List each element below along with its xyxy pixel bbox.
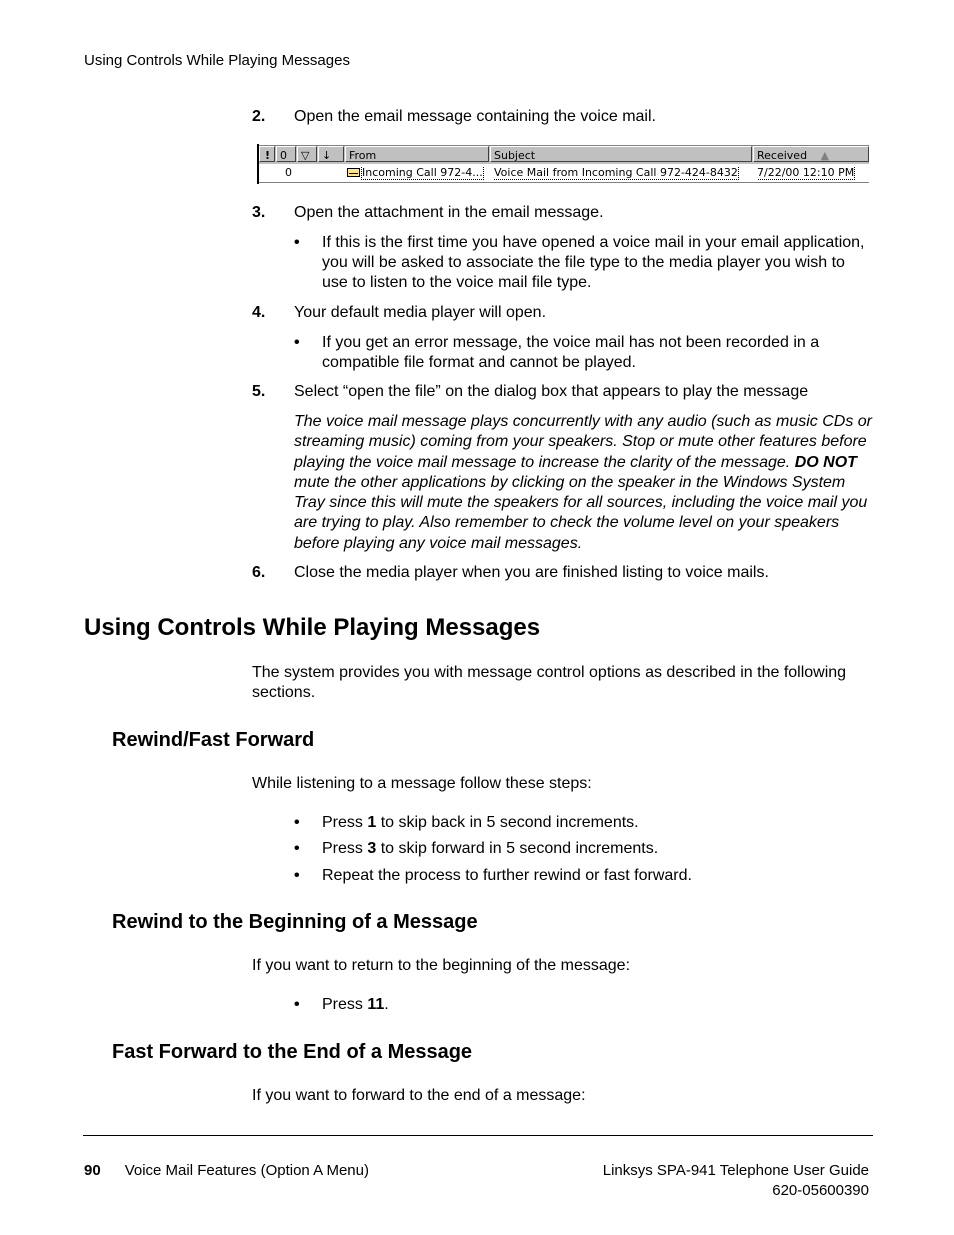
section-intro: The system provides you with message control options as described in the following sections.: [252, 664, 847, 701]
footer-divider: [83, 1135, 873, 1136]
paperclip-icon: 0: [285, 166, 292, 179]
subsection-title-ff-end: Fast Forward to the End of a Message: [112, 1041, 473, 1063]
email-from-value: Incoming Call 972-4...: [362, 166, 483, 179]
rewind-ff-intro: While listening to a message follow these steps:: [252, 775, 592, 792]
sort-ascending-icon: ▲: [820, 149, 830, 162]
bullet: •: [294, 234, 300, 251]
footer-left: [84, 1161, 369, 1181]
note-text-2: mute the other applications by clicking on the speaker in the Windows System Tray since this will mute the speakers for all sources, including the voice mail you are trying to play. Also remember to check the volume level on your speakers before playing any voice mail messages.: [294, 473, 868, 552]
bullet: •: [294, 996, 300, 1013]
text: to skip forward in 5 second increments.: [376, 840, 659, 857]
step-4-number: 4.: [252, 304, 266, 321]
ff-end-intro: If you want to forward to the end of a message:: [252, 1087, 586, 1104]
step-6-text: Close the media player when you are finished listing to voice mails.: [294, 564, 769, 581]
subsection-title-rewind-ff: Rewind/Fast Forward: [112, 729, 315, 751]
rewind-ff-bullet-1: [322, 813, 874, 833]
section-title: Using Controls While Playing Messages: [84, 614, 541, 641]
bullet: •: [294, 814, 300, 831]
col-download-header[interactable]: ↓: [318, 146, 344, 162]
key-label: 1: [367, 814, 377, 831]
note-emphasis: DO NOT: [794, 453, 857, 471]
note-text-1: The voice mail message plays concurrently with any audio (such as music CDs or streaming music) coming from your speakers. Stop or mute other features before playing the voice mail message to increase the clarity of the message.: [294, 413, 873, 471]
step-5-note: [294, 412, 872, 554]
step-6-number: 6.: [252, 564, 266, 581]
bullet: •: [294, 840, 300, 857]
email-subject-value: Voice Mail from Incoming Call 972-424-8432: [494, 166, 738, 179]
key-label: 11: [367, 996, 385, 1013]
email-row-subject: [494, 166, 750, 180]
col-flag-header[interactable]: ▽: [297, 146, 317, 162]
col-from-header[interactable]: From: [345, 146, 489, 162]
rewind-begin-intro: If you want to return to the beginning of the message:: [252, 957, 631, 974]
text: Press: [322, 996, 368, 1013]
running-header: Using Controls While Playing Messages: [84, 52, 350, 69]
step-3-number: 3.: [252, 204, 266, 221]
step-4-bullet: If you get an error message, the voice mail has not been recorded in a compatible file format and cannot be played.: [322, 334, 820, 371]
email-list-header: [259, 145, 869, 164]
guide-title: Linksys SPA-941 Telephone User Guide: [602, 1162, 869, 1179]
chapter-title: Voice Mail Features (Option A Menu): [124, 1162, 369, 1179]
col-received-header[interactable]: [753, 146, 869, 162]
email-row-received: [757, 166, 869, 180]
document-number: 620-05600390: [772, 1182, 869, 1199]
email-row[interactable]: [259, 164, 869, 183]
bullet: •: [294, 867, 300, 884]
email-received-value: 7/22/00 12:10 PM: [757, 166, 855, 179]
key-label: 3: [367, 840, 377, 857]
step-5-number: 5.: [252, 383, 266, 400]
text: Press: [322, 814, 368, 831]
col-attachment-header[interactable]: 0: [276, 146, 296, 162]
col-importance-header[interactable]: !: [259, 146, 275, 162]
page-number: 90: [84, 1162, 101, 1179]
col-received-label: Received: [757, 149, 808, 162]
rewind-begin-bullet-1: [322, 995, 874, 1015]
text: Press: [322, 840, 368, 857]
footer-right: [603, 1161, 869, 1201]
rewind-ff-bullet-2: [322, 839, 874, 859]
step-2-number: 2.: [252, 108, 266, 125]
email-row-from: [347, 166, 489, 180]
email-message-list: [257, 144, 869, 184]
step-2-text: Open the email message containing the voice mail.: [294, 108, 656, 125]
step-3-bullet: If this is the first time you have opened a voice mail in your email application, you will be asked to associate the file type to the media player you wish to use to listen to the voice mail file type.: [322, 234, 865, 291]
bullet: •: [294, 334, 300, 351]
step-5-text: Select “open the file” on the dialog box that appears to play the message: [294, 383, 809, 400]
step-3-text: Open the attachment in the email message.: [294, 204, 604, 221]
col-subject-header[interactable]: Subject: [490, 146, 752, 162]
text: .: [384, 996, 389, 1013]
text: to skip back in 5 second increments.: [376, 814, 639, 831]
rewind-ff-bullet-3: Repeat the process to further rewind or fast forward.: [322, 867, 692, 884]
step-4-text: Your default media player will open.: [294, 304, 547, 321]
envelope-icon: [347, 168, 360, 177]
subsection-title-rewind-begin: Rewind to the Beginning of a Message: [112, 911, 478, 933]
